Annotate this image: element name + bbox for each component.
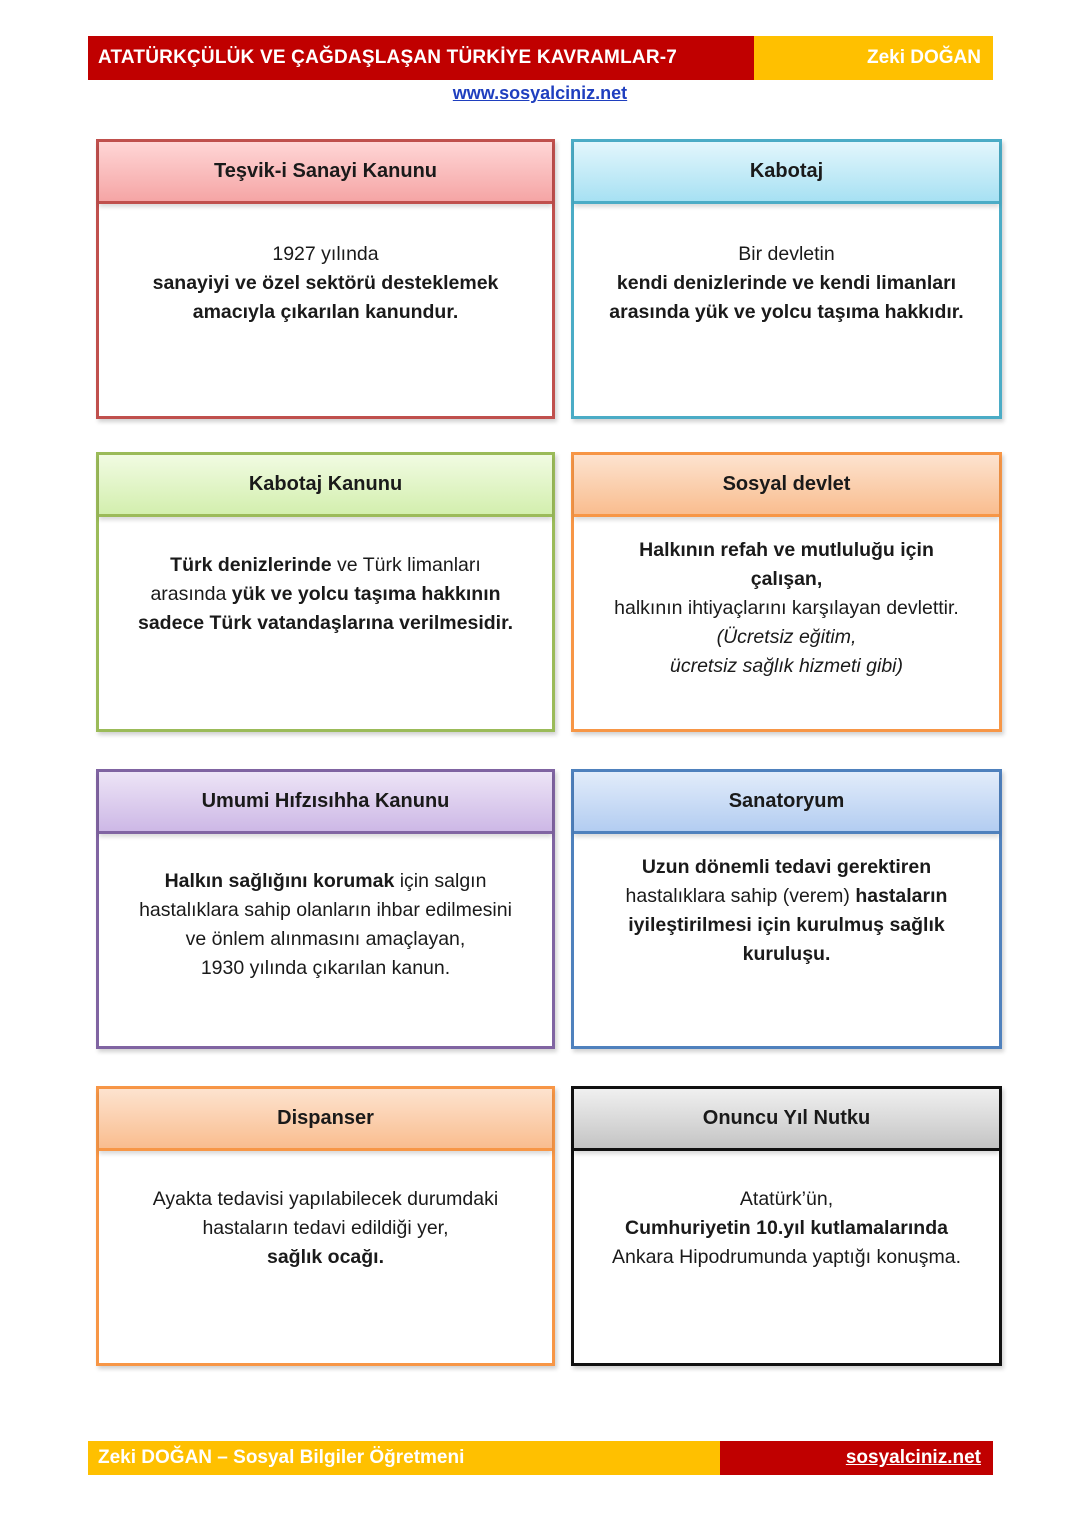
card-text: hastalıklara sahip olanların ihbar edilmesini [139,899,512,921]
card-text [111,551,540,580]
footer-website-link[interactable]: sosyalciniz.net [845,1447,981,1468]
page-title: ATATÜRKÇÜLÜK VE ÇAĞDAŞLAŞAN TÜRKİYE KAVRAMLAR-7 [88,36,754,80]
card-text-bold: Halkın sağlığını korumak [164,870,395,892]
card-text: halkının ihtiyaçlarını karşılayan devlettir. [614,597,959,619]
card-text: arasında yük ve yolcu taşıma hakkıdır. [609,301,964,323]
card-text-normal: ve Türk limanları [331,554,481,576]
card-kabotaj-kanunu [96,452,555,732]
website-link-container [0,83,1080,104]
card-text: (Ücretsiz eğitim, [716,626,857,648]
card-text: 1927 yılında [272,243,379,265]
card-text-normal: arasında [150,583,232,605]
card-body [574,1151,999,1272]
header-bar [88,36,993,80]
card-text: Uzun dönemli tedavi gerektiren [641,856,932,878]
card-kabotaj [571,139,1002,419]
card-text: Ayakta tedavisi yapılabilecek durumdaki [152,1188,499,1210]
card-title: Teşvik-i Sanayi Kanunu [99,142,552,204]
card-text: Atatürk’ün, [739,1188,834,1210]
card-sosyal-devlet [571,452,1002,732]
card-title: Onuncu Yıl Nutku [574,1089,999,1151]
card-text [111,580,540,609]
card-text: sadece Türk vatandaşlarına verilmesidir. [137,612,514,634]
card-text: ve önlem alınmasını amaçlayan, [185,928,466,950]
card-text: 1930 yılında çıkarılan kanun. [200,957,451,979]
card-body [99,204,552,327]
card-dispanser [96,1086,555,1366]
card-text: Cumhuriyetin 10.yıl kutlamalarında [625,1217,948,1239]
card-text [111,867,540,896]
card-text: çalışan, [750,568,823,590]
website-link[interactable]: www.sosyalciniz.net [452,83,628,103]
card-text-bold: Türk denizlerinde [170,554,332,576]
card-title: Kabotaj Kanunu [99,455,552,517]
card-body [574,204,999,327]
card-tesvik-i-sanayi [96,139,555,419]
footer-author: Zeki DOĞAN – Sosyal Bilgiler Öğretmeni [88,1441,720,1475]
card-text: iyileştirilmesi için kurulmuş sağlık [628,914,945,936]
card-text: hastaların tedavi edildiği yer, [202,1217,449,1239]
card-text: Bir devletin [738,243,835,265]
card-title: Dispanser [99,1089,552,1151]
card-text-bold: yük ve yolcu taşıma hakkının [231,583,501,605]
card-title: Sanatoryum [574,772,999,834]
card-text-normal: için salgın [394,870,487,892]
card-sanatoryum [571,769,1002,1049]
card-body [574,517,999,681]
card-umumi-hifzisihha [96,769,555,1049]
footer-link-container [720,1441,993,1475]
card-text: amacıyla çıkarılan kanundur. [192,301,459,323]
card-text: ücretsiz sağlık hizmeti gibi) [670,655,903,677]
card-text: Halkının refah ve mutluluğu için [639,539,934,561]
author-name: Zeki DOĞAN [754,36,993,80]
card-text-normal: hastalıklara sahip (verem) [625,885,856,907]
footer-bar [88,1441,993,1475]
card-onuncu-yil-nutku [571,1086,1002,1366]
card-title: Umumi Hıfzısıhha Kanunu [99,772,552,834]
card-text [586,882,987,911]
card-text-bold: hastaların [855,885,948,907]
card-body [99,834,552,983]
card-body [574,834,999,969]
card-text: Ankara Hipodrumunda yaptığı konuşma. [611,1246,962,1268]
card-text: sağlık ocağı. [266,1246,385,1268]
card-title: Kabotaj [574,142,999,204]
card-body [99,1151,552,1272]
card-text: sanayiyi ve özel sektörü desteklemek [152,272,499,294]
card-text: kendi denizlerinde ve kendi limanları [616,272,957,294]
card-title: Sosyal devlet [574,455,999,517]
card-text: kuruluşu. [742,943,831,965]
card-body [99,517,552,638]
